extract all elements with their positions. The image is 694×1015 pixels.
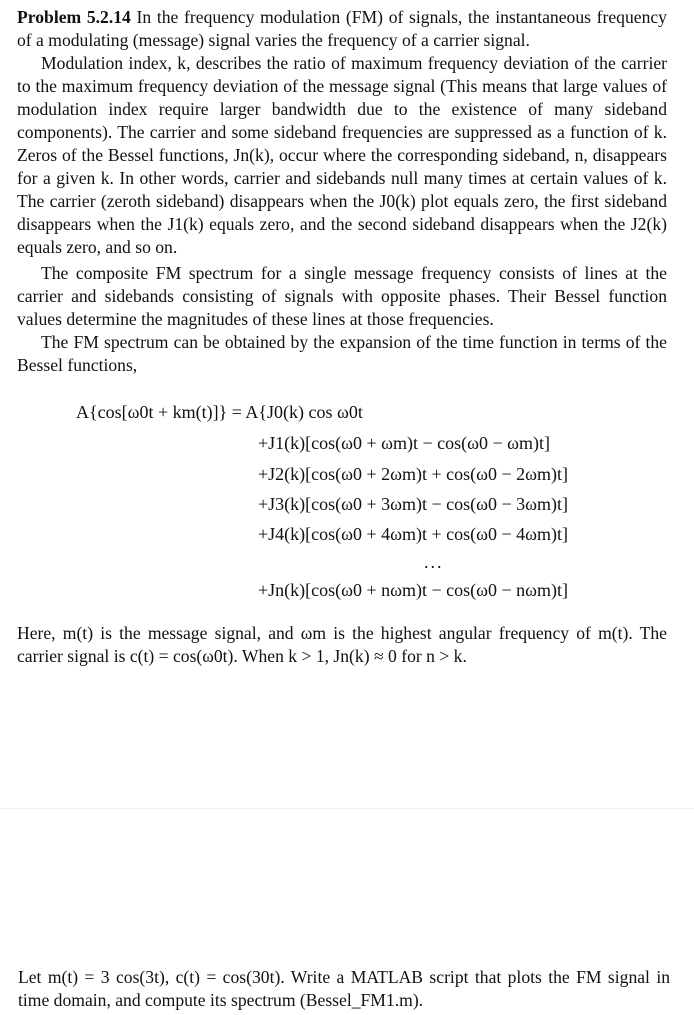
equation-line-n: +Jn(k)[cos(ω0 + nωm)t − cos(ω0 − nωm)t] [258,580,568,600]
paragraph-expansion: The FM spectrum can be obtained by the expansion of the time function in terms of the Bessel functions, [17,332,667,375]
paragraph-definitions: Here, m(t) is the message signal, and ωm is the highest angular frequency of m(t). The carrier signal is c(t) = cos(ω0t). When k > 1, Jn(k) ≈ 0 for n > k. [17,623,667,666]
equation-line-3: +J3(k)[cos(ω0 + 3ωm)t − cos(ω0 − 3ωm)t] [258,494,568,514]
problem-label: Problem 5.2.14 [17,7,131,27]
equation-ellipsis: ... [424,552,444,572]
section-divider [0,808,694,809]
equation-line-4: +J4(k)[cos(ω0 + 4ωm)t + cos(ω0 − 4ωm)t] [258,524,568,544]
paragraph-modulation-index: Modulation index, k, describes the ratio of maximum frequency deviation of the carrier to the maximum frequency deviation of the message signal (This means that large values of modulation index require larger bandwidth due to the existence of many sideband components). The carrier and some sideband frequencies are suppressed as a function of k. Zeros of the Bessel functions, Jn(k), occur where the corresponding sideband, n, disappears for a given k. In other words, carrier and sidebands null many times at certain values of k. The carrier (zeroth sideband) disappears when the J0(k) plot equals zero, the first sideband disappears when the J1(k) equals zero, and the second sideband disappears when the J2(k) equals zero, and so on. [17,53,667,257]
equation-line-2: +J2(k)[cos(ω0 + 2ωm)t + cos(ω0 − 2ωm)t] [258,464,568,484]
paragraph-fm-spectrum: The composite FM spectrum for a single message frequency consists of lines at the carrier and sidebands consisting of signals with opposite phases. Their Bessel function values determine the magnitudes of these lines at those frequencies. [17,263,667,329]
equation-lhs: A{cos[ω0t + km(t)]} = A{J0(k) cos ω0t [76,402,363,422]
paragraph-1-text: In the frequency modulation (FM) of signals, the instantaneous frequency of a modulating (message) signal varies the frequency of a carrier signal. [17,7,667,50]
equation-line-1: +J1(k)[cos(ω0 + ωm)t − cos(ω0 − ωm)t] [258,433,550,453]
task-statement: Let m(t) = 3 cos(3t), c(t) = cos(30t). Write a MATLAB script that plots the FM signal in time domain, and compute its spectrum (Bessel_FM1.m). [18,967,670,1010]
paragraph-intro [17,6,667,52]
